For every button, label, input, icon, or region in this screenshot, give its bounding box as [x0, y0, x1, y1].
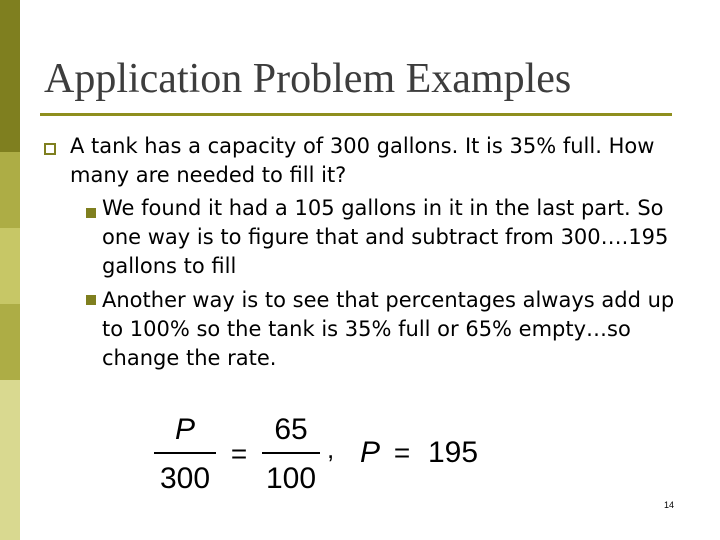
formula-left-denominator: 300 — [159, 462, 211, 495]
sub-bullet-text: We found it had a 105 gallons in it in the last part. So one way is to figure that and subtract from 300….195 gallons to fill — [102, 196, 669, 278]
result-equals-sign: = — [393, 437, 411, 468]
formula-left-numerator: P — [174, 413, 196, 446]
slide-title: Application Problem Examples — [44, 56, 572, 102]
sidebar-segment — [0, 0, 20, 152]
sub-bullet-text: Another way is to see that percentages always add up to 100% so the tank is 35% full or 65% empty…so change the rate. — [102, 288, 675, 370]
proportion-formula — [148, 408, 498, 498]
title-underline — [40, 113, 672, 116]
formula-right-denominator: 100 — [265, 462, 317, 495]
formula-right-numerator: 65 — [274, 413, 308, 446]
formula-comma: , — [327, 434, 335, 464]
sidebar-segment — [0, 152, 20, 228]
page-number: 14 — [664, 500, 675, 510]
sidebar-segment — [0, 228, 20, 304]
sidebar-segment — [0, 380, 20, 540]
filled-square-bullet-icon — [86, 295, 96, 305]
result-variable: P — [360, 436, 381, 469]
hollow-square-bullet-icon — [44, 143, 56, 155]
bullet-text: A tank has a capacity of 300 gallons. It is 35% full. How many are needed to fill it? — [70, 134, 655, 187]
filled-square-bullet-icon — [86, 208, 96, 218]
decorative-sidebar — [0, 0, 20, 540]
sidebar-segment — [0, 304, 20, 380]
equals-sign: = — [230, 438, 248, 469]
result-value: 195 — [428, 436, 479, 469]
